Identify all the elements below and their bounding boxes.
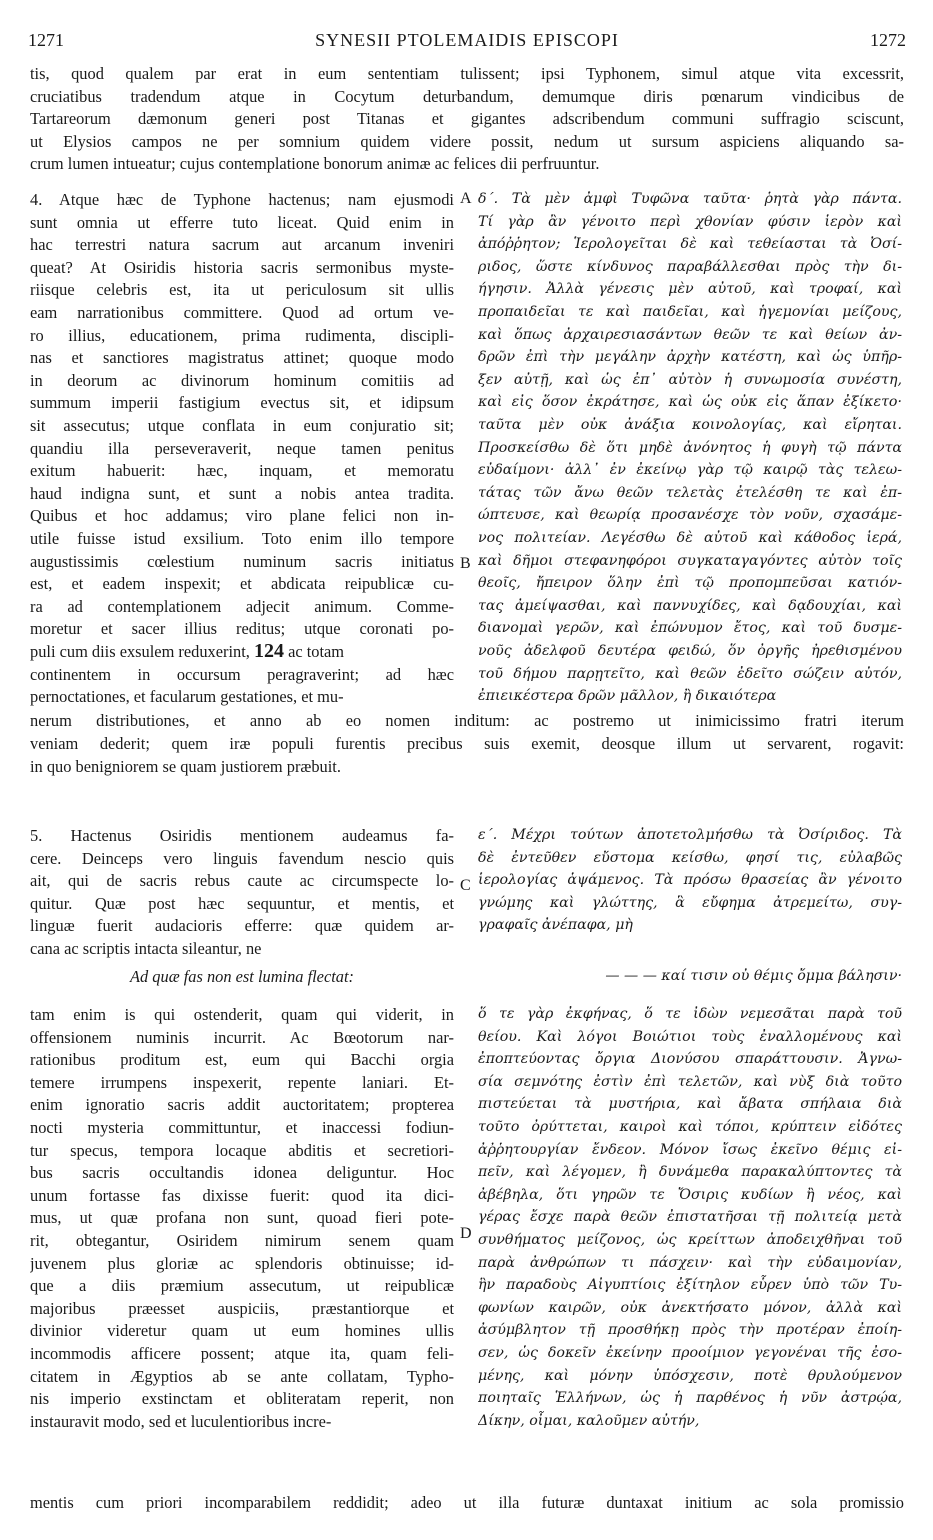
latin-sec6-line: unum fortasse fas dixisse fuerit: quod ita dici-	[30, 1185, 454, 1205]
latin-sec6-line: mus, ut quæ profana non sunt, quoad fieri pote-	[30, 1208, 454, 1228]
greek-sec4-line: τοῦ δήμου παρῃτεῖτο, καὶ θεῶν ἐδεῖτο σώζειν αὐτόν,	[478, 665, 902, 682]
greek-sec6-line: σεν, ὡς δοκεῖν ἐκείνην προοίμιον γεγονέναι τῆς ἐσο-	[478, 1345, 902, 1361]
latin-sec4-line: quandiu illa perseveraverit, neque tamen penitus	[30, 438, 454, 458]
latin-sec6-line: bus sacris occultandis idonea deliguntur. Hoc	[30, 1163, 454, 1183]
page-number-left: 1271	[28, 30, 64, 50]
latin-sec5-line: cana ac scriptis intacta sileantur, ne	[30, 939, 262, 958]
latin-sec4-line: continentem in occursum peragraverint; ad hæc	[30, 664, 454, 684]
greek-sec4-line: καὶ ὅπως ἀρχαιρεσιασάντων θεῶν τε καὶ θείων ἀν-	[478, 326, 902, 343]
greek-sec4-line: ἐπιεικέστερα δρῶν μᾶλλον, ἢ δικαιότερα	[478, 688, 777, 705]
greek-sec6-line: Δίκην, οἶμαι, καλοῦμεν αὐτήν,	[478, 1412, 700, 1429]
greek-sec6-line: φωνίων καιρῶν, οὐκ ἀνεκτήσατο μόνον, ἀλλὰ καὶ	[478, 1299, 902, 1316]
latin-sec4-line: riisque celebris est, ita ut periculosum sit ullis	[30, 280, 454, 300]
top-text-line: Tartareorum dæmonum generi post Titanas et gigantes adscribendum communi suffragio sciscunt,	[30, 109, 904, 128]
latin-sec4-fragment: puli cum diis exsulem reduxerint,	[30, 642, 254, 661]
latin-sec5-line: cere. Deinceps vero linguis favendum nescio quis	[30, 848, 454, 868]
latin-sec6-line: tur specus, tempora locaque abditis et secretiori-	[30, 1140, 454, 1160]
greek-sec6-line: ποιηταῖς Ἑλλήνων, ὡς ἡ παρθένος ἡ νῦν ἀστρῴα,	[478, 1390, 902, 1407]
page-number-right: 1272	[870, 30, 906, 50]
greek-sec5-line: δὲ ἐντεῦθεν εὔστομα κείσθω, φησί τις, εὐλαβῶς	[478, 849, 902, 866]
latin-sec6-line: que a diis præmium assecutum, ut reipublicæ	[30, 1276, 454, 1296]
greek-sec4-line: καὶ εἰς ὅσον ἐκράτησε, καὶ ὡς οὐκ εἰς ἅπαν ἐξίκετο·	[478, 394, 902, 411]
latin-sec6-line: juvenem plus gloriæ ac splendoris obtinuisse; id-	[30, 1253, 454, 1273]
latin-sec5-line: 5. Hactenus Osiridis mentionem audeamus fa-	[30, 826, 454, 845]
greek-sec4-line: προπαιδεῖαι τε καὶ παιδεῖαι, καὶ ἡγεμονίαι μείζους,	[478, 304, 902, 320]
latin-sec6-line: incommodis afficere possent; atque ita, quam feli-	[30, 1344, 454, 1363]
margin-letter-d: D	[460, 1225, 472, 1242]
latin-sec5-line: linguæ fuerit audacioris efferre: quæ quidem ar-	[30, 916, 454, 936]
greek-sec4-line: ριδος, ὥστε κίνδυνος παραβάλλεσθαι πρὸς τὴν δι-	[478, 258, 902, 275]
greek-sec4-line: θεοῖς, ἤπειρον ὅλην ἐπὶ τῷ προπομπεῦσαι κατιόν-	[478, 575, 902, 592]
greek-sec6-line: πιστεύεται τὰ μυστήρια, καὶ ἄβατα σπήλαια διὰ	[478, 1096, 902, 1113]
greek-sec6-line: μένης, καὶ μόνην ὑπόσχεσιν, ποτὲ θρυλούμενον	[478, 1367, 902, 1384]
latin-sec4-line: nas et sanctiores magistratus attinet; quoque modo	[30, 348, 454, 368]
greek-sec4-line: ἀπόῤῥητον; Ἱερολογεῖται δὲ καὶ τεθείασται τὰ Ὀσί-	[478, 236, 902, 253]
greek-sec4-line: νοῦς ἀδελφοῦ δευτέρα φειδώ, ὅν ὀργῆς ἠρεθισμένου	[478, 643, 902, 659]
latin-sec4-line: in deorum ac divinorum hominum comitiis ad	[30, 370, 454, 390]
greek-sec4-line: δρῶν ἐπὶ τὴν μεγάλην ἀρχὴν κατέστη, καὶ ὡς ὑπῆρ-	[478, 349, 902, 366]
greek-sec4-line: νος πολιτείαν. Λεγέσθω δὲ αὐτοῦ καὶ κάθοδος ἱερά,	[478, 530, 902, 546]
greek-sec6-line: παρὰ ἀνθρώπων τι πάσχειν· καὶ τὴν εὐδαιμονίαν,	[478, 1254, 902, 1271]
page-marker: 124	[253, 640, 284, 662]
mid-text-line: in quo benigniorem se quam justiorem præbuit.	[30, 757, 341, 776]
latin-sec6-line: rationibus proditum est, eum qui Bacchi orgia	[30, 1050, 454, 1070]
latin-sec4-line: est, et eadem inspexit; et abdicata reipublicæ cu-	[30, 574, 454, 594]
latin-sec4-line: hac terrestri natura sacrum aut arcanum inveniri	[30, 235, 454, 255]
greek-sec5-line: γραφαῖς ἀνέπαφα, μὴ	[478, 917, 633, 934]
latin-sec6-line: nis imperio exstinctam et obliteratam reperit, non	[30, 1389, 454, 1409]
greek-quote: — — — καί τισιν οὐ θέμις ὄμμα βάλησιν·	[605, 968, 902, 984]
greek-sec4-line: Προσκείσθω δὲ ὅτι μηδὲ ἀνόνητος ἡ φυγὴ τῷ πάντα	[478, 439, 902, 456]
latin-sec6-line: majoribus præesset auspiciis, præstantiorque et	[30, 1298, 454, 1318]
greek-sec6-line: τοῦτο ὀρύττεται, καιροὶ καὶ τόποι, κρύπτειν εἰδότες	[478, 1119, 902, 1135]
latin-sec4-line: eam narrationibus committere. Quod ad ortum ve-	[30, 303, 454, 322]
page-header	[28, 30, 906, 54]
latin-sec4-line	[30, 640, 454, 663]
latin-sec6-line: divinior videretur quam ut eum homines ullis	[30, 1321, 454, 1341]
latin-sec4-line: 4. Atque hæc de Typhone hactenus; nam ejusmodi	[30, 190, 454, 209]
latin-sec4-line: ro illius, educationem, prima rudimenta, discipli-	[30, 325, 454, 345]
latin-quote: Ad quæ fas non est lumina flectat:	[130, 967, 354, 986]
greek-sec5-line: γνώμης καὶ γλώττης, ἃ εὔφημα ἀτρεμείτω, συγ-	[478, 894, 902, 911]
greek-sec6-line: συνθήματος μείζονος, ὡς κρείττων ἀποδειχθῆναι τοῦ	[478, 1232, 902, 1248]
greek-sec6-line: ἣν παραδοὺς Αἰγυπτίοις ἐξίτηλον εὗρεν ὑπὸ τῶν Τυ-	[478, 1277, 902, 1294]
greek-sec4-line: εὐδαίμονι· ἀλλ᾽ ἐν ἐκείνῳ γὰρ τῷ καιρῷ τὰς τελεω-	[478, 462, 902, 479]
greek-sec6-line: ἀῤῥητουργίαν ἔνδεον. Μόνον ἴσως ἐκεῖνο θέμις εἰ-	[478, 1141, 902, 1158]
greek-sec6-line: γέρας ἔσχε παρὰ θεῶν ἐπιστατῆσαι τῇ πολιτείᾳ μετὰ	[478, 1209, 902, 1226]
latin-sec4-line: sit assecutus; utque conflata in eum conjuratio sit;	[30, 416, 454, 435]
latin-sec6-line: tam enim is qui ostenderit, quam qui viderit, in	[30, 1005, 454, 1024]
greek-sec6-line: ἐποπτεύοντας ὄργια Διονύσου σπαράττουσιν. Ἀγνω-	[478, 1051, 902, 1068]
top-text-line: crum lumen intueatur; cujus contemplatione bonorum animæ ac felices dii perfruuntur.	[30, 154, 600, 173]
latin-sec4-fragment-after: ac totam	[283, 642, 345, 661]
margin-letter-c: C	[460, 877, 471, 894]
latin-sec6-line: nocti mysteria committuntur, et inaccessi fodiun-	[30, 1118, 454, 1137]
greek-sec5-line: ἱερολογίας ἁψάμενος. Τὰ πρόσω θρασείας ἂν γένοιτο	[478, 872, 902, 889]
top-text-line: ut Elysios campos ne per somnium quidem videre possit, nedum ut sursum aspiciens aliquando sa-	[30, 131, 904, 151]
greek-sec4-line: ώπτευσε, καὶ θεωρίᾳ προσανέσχε τὸν νοῦν, σχασάμε-	[478, 507, 902, 524]
running-title: SYNESII PTOLEMAIDIS EPISCOPI	[315, 30, 619, 50]
mid-text-line: veniam dederit; quem iræ populi furentis precibus suis exemit, deosque illum ut servarent, rogavit:	[30, 734, 904, 753]
greek-sec6-line: ἀσύμβλητον τῇ προσθήκῃ πρὸς τὴν προτέραν ἐποίη-	[478, 1322, 902, 1339]
latin-sec6-line: citatem in Ægyptios ab se ante collatam, Typho-	[30, 1366, 454, 1386]
top-text-line: tis, quod qualem par erat in eum sententiam tulissent; ipsi Typhonem, simul atque vita excessrit,	[30, 64, 904, 83]
greek-sec4-line: ταῦτα μὲν οὐκ ἀνάξια κοινολογίας, καὶ εἴρηται.	[478, 417, 902, 433]
latin-sec4-line: exitum habuerit: hæc, inquam, et memoratu	[30, 461, 454, 481]
greek-sec4-line: ήγησιν. Ἀλλὰ γένεσις μὲν αὐτοῦ, καὶ τροφαί, καὶ	[478, 281, 902, 298]
greek-sec4-line: Τί γὰρ ἂν γένοιτο περὶ χθονίαν φύσιν ἱερὸν καὶ	[478, 213, 902, 230]
greek-sec6-line: ἀβέβηλα, ὅτι γηρῶν τε Ὄσιρις κυδίων ἢ νέος, καὶ	[478, 1186, 902, 1203]
latin-sec4-line: queat? At Osiridis historia sacris sermonibus myste-	[30, 257, 454, 277]
greek-sec6-line: θείου. Καὶ λόγοι Βοιώτιοι τοὺς ἐναλλομένους καὶ	[478, 1028, 902, 1045]
latin-sec6-line: temere irrumpens inspexerit, repente laniari. Et-	[30, 1072, 454, 1092]
latin-sec4-line: augustissimis cœlestium numinum sacris initiatus	[30, 551, 454, 571]
latin-sec6-line: instauravit modo, sed et luculentioribus incre-	[30, 1411, 332, 1431]
greek-sec6-line: πεῖν, καὶ λέγομεν, ἢ δυνάμεθα παρακαλύπτοντες τὰ	[478, 1164, 902, 1181]
greek-sec4-line: δ΄. Τὰ μὲν ἀμφὶ Τυφῶνα ταῦτα· ῥητὰ γὰρ πάντα.	[478, 191, 902, 207]
greek-sec4-line: τάτας τῶν ἄνω θεῶν τελετὰς ἐτελέσθη τε καὶ ἐπ-	[478, 484, 902, 501]
margin-letter-a: A	[460, 190, 472, 207]
latin-sec4-line: pernoctationes, et facularum gestationes, et mu-	[30, 687, 344, 707]
latin-sec6-line: enim ignoratio sacris addit auctoritatem; propterea	[30, 1095, 454, 1115]
greek-sec4-line: ξεν αὐτῇ, καὶ ὡς ἐπ᾽ αὐτὸν ἡ συνωμοσία συνέστη,	[478, 371, 902, 388]
top-text-line: cruciatibus tradendum atque in Cocytum deturbandum, demumque diris pœnarum vindicibus de	[30, 86, 904, 106]
greek-sec4-line: διανομαὶ γερῶν, καὶ ἐπώνυμον ἔτος, καὶ τοῦ δυσμε-	[478, 620, 902, 637]
latin-sec4-line: ra ad contemplationem adjecit animum. Comme-	[30, 596, 454, 616]
greek-sec6-line: σία σεμνότης ἐστὶν ἐπὶ τελετῶν, καὶ νὺξ διὰ τοῦτο	[478, 1073, 902, 1090]
latin-sec4-line: summum imperii fastigium evectus sit, et idipsum	[30, 393, 454, 413]
greek-sec6-line: ὅ τε γὰρ ἐκφήνας, ὅ τε ἰδὼν νεμεσᾶται παρὰ τοῦ	[478, 1006, 902, 1022]
latin-sec4-line: utile fuisse istud exsilium. Toto enim illo tempore	[30, 529, 454, 548]
latin-sec5-line: quitur. Quæ post hæc sequuntur, et mentis, et	[30, 893, 454, 913]
mid-text-line: nerum distributiones, et anno ab eo nomen inditum: ac postremo ut inimicissimo fratri iterum	[30, 711, 904, 730]
latin-sec6-line: offensionem numinis incurrit. Ac Bœotorum nar-	[30, 1027, 454, 1047]
latin-sec4-line: haud indigna sunt, et sunt a nobis antea tradita.	[30, 483, 454, 503]
greek-sec4-line: τας ἀμείψασθαι, καὶ παννυχίδες, καὶ δᾳδουχίαι, καὶ	[478, 597, 902, 614]
greek-sec5-line: ε΄. Μέχρι τούτων ἀποτετολμήσθω τὰ Ὀσίριδος. Τὰ	[478, 827, 902, 843]
latin-sec4-line: moretur et sacer illius reditus; utque coronati po-	[30, 619, 454, 639]
latin-sec5-line: ait, qui de sacris rebus caute ac circumspecte lo-	[30, 871, 454, 891]
latin-sec4-line: sunt omnia ut efferre tuto liceat. Quid enim in	[30, 212, 454, 232]
latin-sec6-line: rit, obtegantur, Osiridem nimirum senem quam	[30, 1231, 454, 1250]
margin-letter-b: B	[460, 555, 471, 572]
bottom-text-line: mentis cum priori incomparabilem reddidit; adeo ut illa futuræ duntaxat initium ac sola promissio	[30, 1493, 904, 1512]
greek-sec4-line: καὶ δῆμοι στεφανηφόροι συγκαταγαγόντες αὐτὸν τοῖς	[478, 552, 902, 569]
latin-sec4-line: Quibus et hoc addamus; viro plane felici non in-	[30, 506, 454, 526]
